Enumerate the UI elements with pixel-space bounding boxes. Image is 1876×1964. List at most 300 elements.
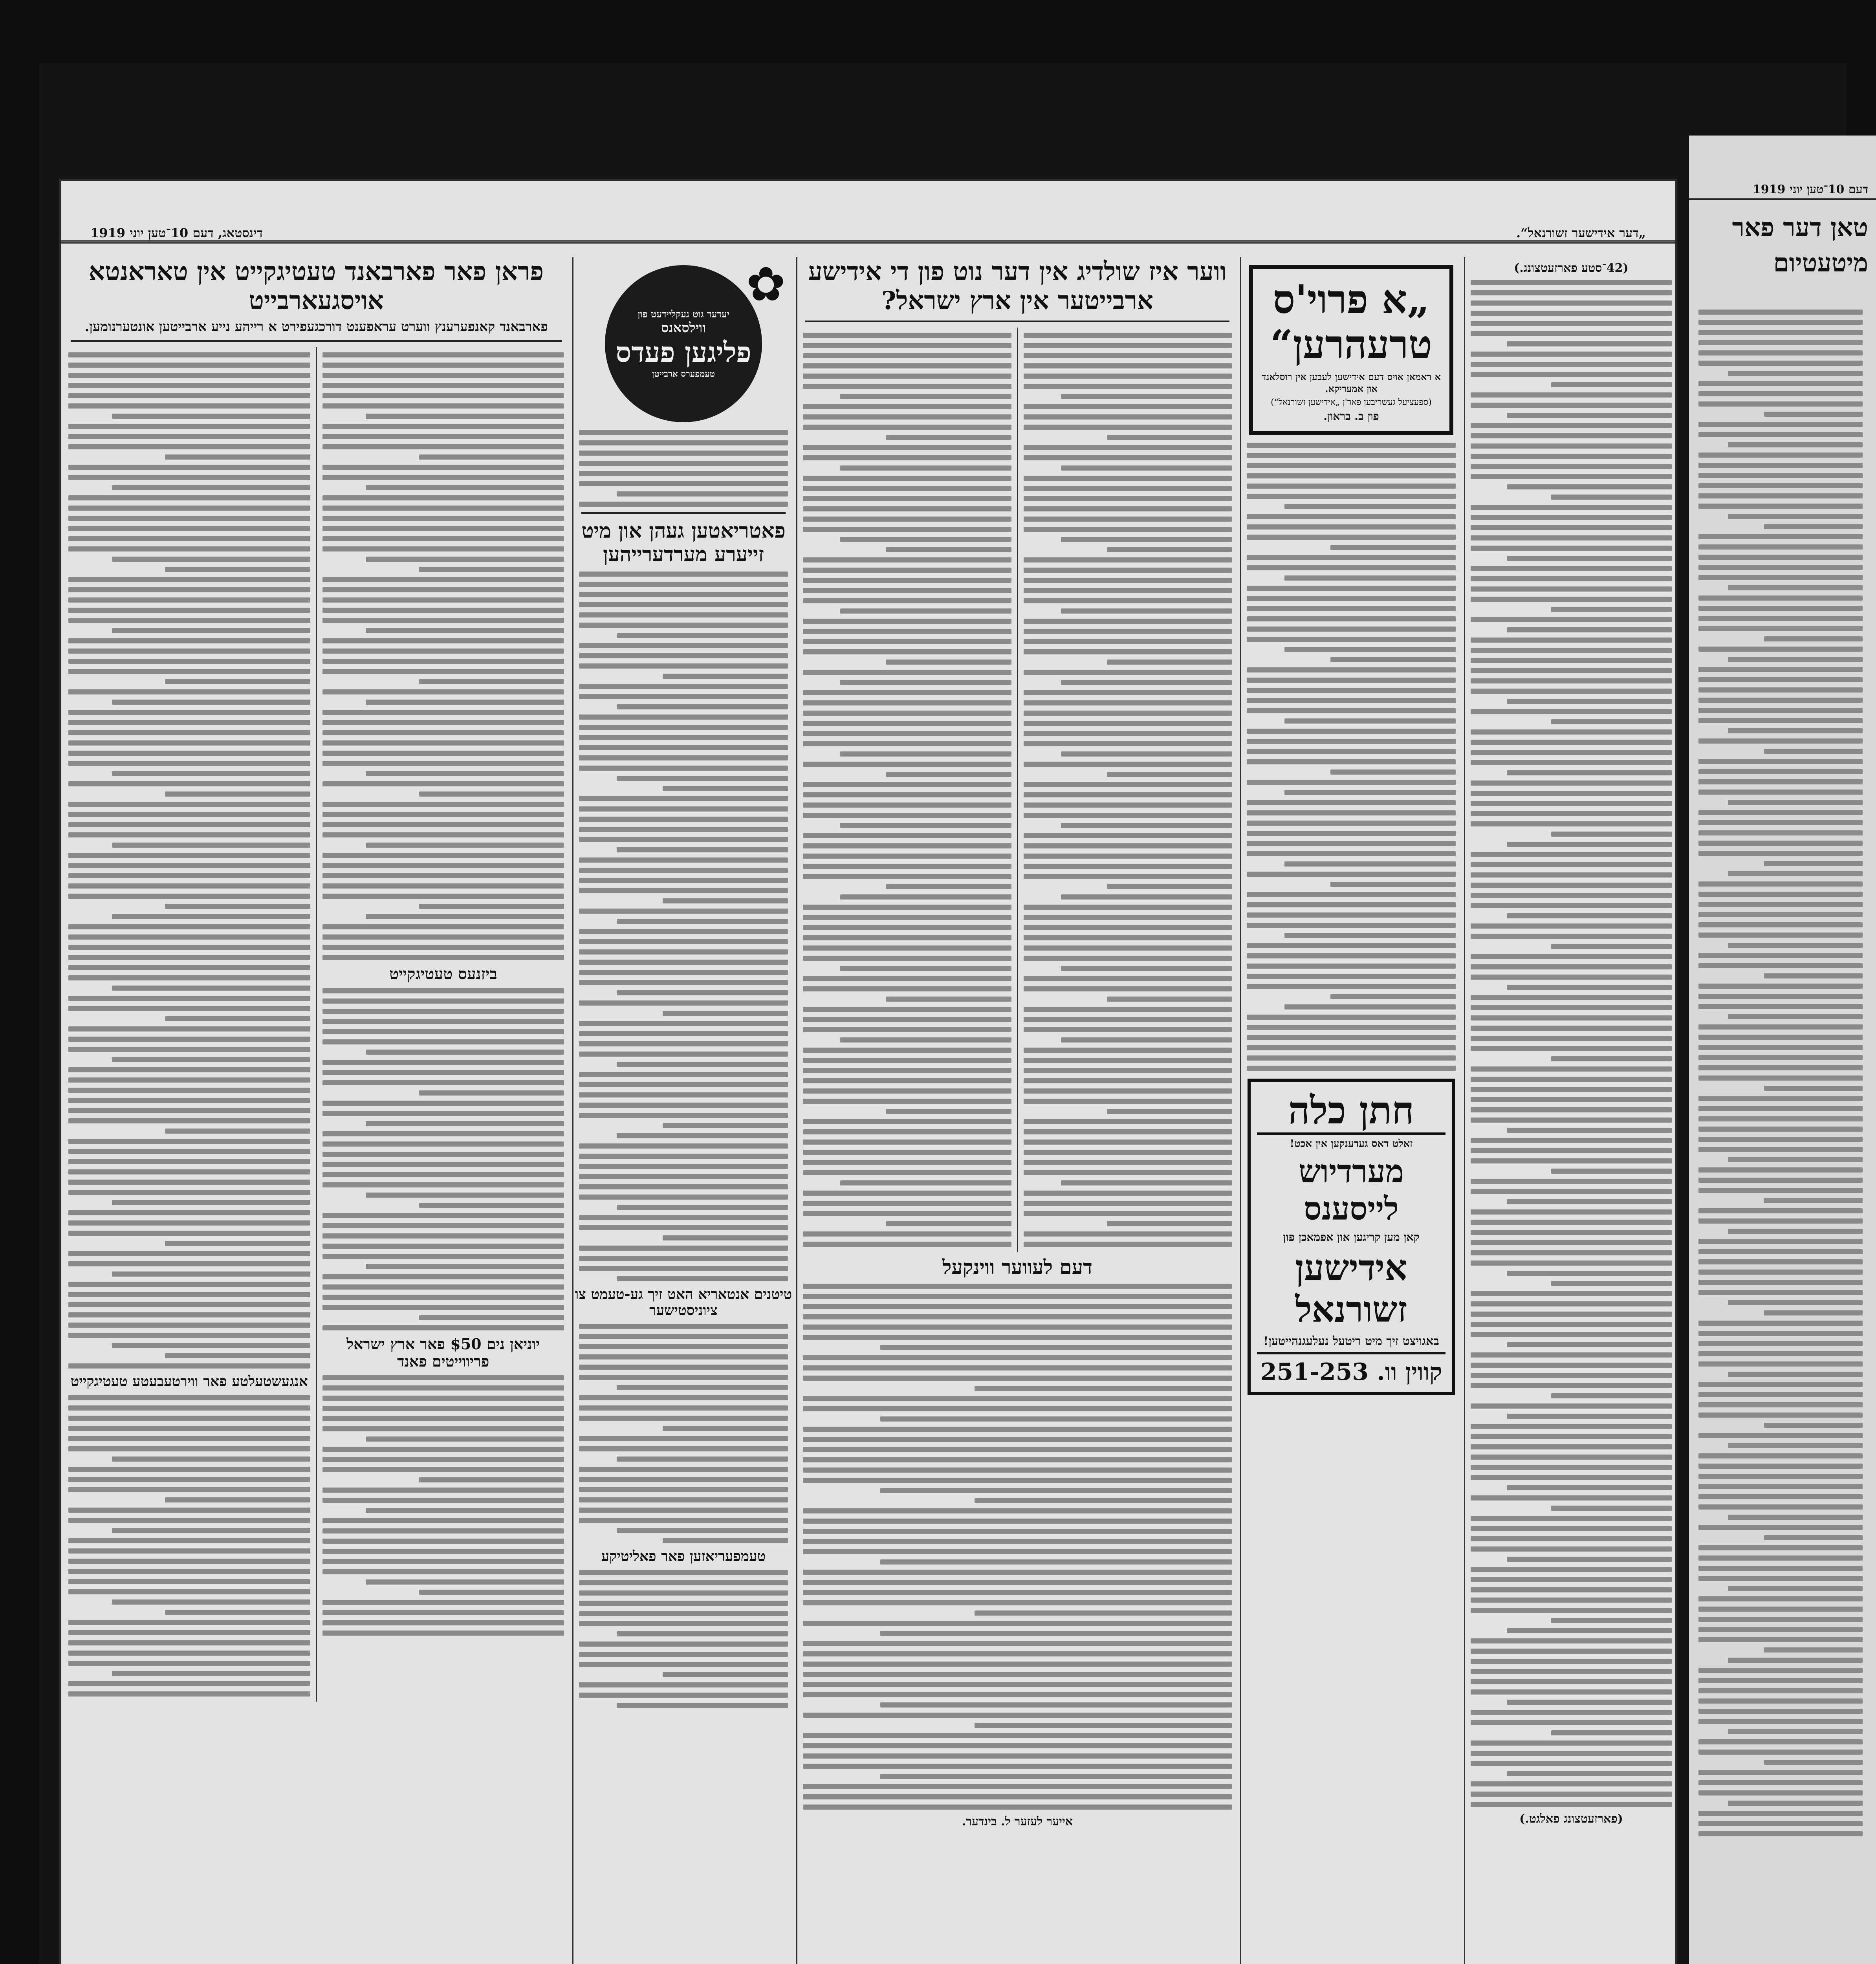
text-line <box>1024 731 1232 736</box>
text-line <box>803 945 1011 951</box>
text-line <box>579 1354 788 1359</box>
text-line <box>1247 892 1456 897</box>
text-line <box>579 1395 788 1400</box>
text-line <box>1698 1494 1863 1499</box>
text-line <box>803 1784 1232 1789</box>
text-line <box>1107 1109 1232 1114</box>
text-line <box>1698 340 1863 345</box>
text-line <box>1471 648 1672 653</box>
text-line <box>803 782 1011 787</box>
text-line <box>1698 1270 1863 1275</box>
text-line <box>68 1108 310 1113</box>
text-line <box>322 781 564 786</box>
text-line <box>68 608 310 613</box>
text-line <box>1061 966 1232 971</box>
text-line <box>1698 361 1863 366</box>
text-line <box>803 1468 1232 1473</box>
text-line <box>1764 1310 1863 1315</box>
text-line <box>1471 995 1672 1000</box>
text-line <box>840 680 1011 685</box>
text-line <box>579 909 788 914</box>
text-line <box>322 955 564 960</box>
text-line <box>322 1274 564 1279</box>
text-line <box>579 1477 788 1482</box>
text-line <box>1698 881 1863 887</box>
ad-mid: קאן מען קריגען און אפמאכן פון <box>1283 1231 1420 1244</box>
text-line <box>803 670 1011 675</box>
text-line <box>1284 504 1456 509</box>
fund-text <box>317 1375 570 1636</box>
text-line <box>1471 1312 1672 1317</box>
text-line <box>68 822 310 827</box>
text-line <box>1471 372 1672 377</box>
text-line <box>1698 534 1863 539</box>
text-line <box>803 1335 1232 1340</box>
text-line <box>1507 842 1672 847</box>
text-line <box>1024 1211 1232 1216</box>
text-line <box>1471 893 1672 898</box>
text-line <box>68 1651 310 1656</box>
text-line <box>1698 830 1863 835</box>
text-line <box>1471 1209 1672 1215</box>
text-line <box>68 434 310 439</box>
text-line <box>1698 738 1863 744</box>
text-line <box>579 612 788 617</box>
text-line <box>322 1039 564 1044</box>
union-subhead: פארבאנד קאנפערענץ ווערט עראפענט דורכגעפירט א רייהע נייע ארבייטען אונטערנומען. <box>84 319 548 335</box>
text-line <box>803 404 1011 409</box>
text-line <box>68 1416 310 1421</box>
text-line <box>1024 802 1232 808</box>
text-line <box>322 516 564 521</box>
text-line <box>68 465 310 470</box>
text-line <box>803 374 1011 379</box>
text-line <box>322 812 564 817</box>
text-line <box>1728 1443 1863 1448</box>
text-line <box>1507 413 1672 418</box>
text-line <box>803 568 1011 573</box>
text-line <box>322 1141 564 1147</box>
text-line <box>1471 954 1672 959</box>
text-line <box>579 1375 788 1380</box>
text-line <box>165 904 310 909</box>
text-line <box>366 1050 564 1055</box>
text-line <box>1698 1576 1863 1581</box>
text-line <box>1471 1026 1672 1031</box>
text-line <box>68 1118 310 1123</box>
text-line <box>68 1159 310 1164</box>
text-line <box>1024 404 1232 409</box>
text-line <box>1471 750 1672 755</box>
text-line <box>579 663 788 669</box>
text-line <box>68 1026 310 1031</box>
text-line <box>1728 871 1863 876</box>
text-line <box>1698 330 1863 335</box>
text-line <box>1551 944 1672 949</box>
text-line <box>68 352 310 357</box>
text-line <box>1247 943 1456 948</box>
text-line <box>1247 555 1456 560</box>
text-line <box>579 888 788 893</box>
text-line <box>579 929 788 934</box>
text-line <box>1471 1546 1672 1552</box>
text-line <box>1764 1535 1863 1540</box>
text-line <box>579 745 788 750</box>
text-line <box>1728 1229 1863 1234</box>
text-line <box>617 1703 788 1708</box>
text-line <box>322 536 564 541</box>
text-line <box>1247 902 1456 907</box>
text-line <box>579 1021 788 1026</box>
text-line <box>1698 1433 1863 1438</box>
text-line <box>322 546 564 551</box>
text-line <box>1247 800 1456 805</box>
text-line <box>579 1052 788 1057</box>
text-line <box>803 976 1011 981</box>
text-line <box>1698 1178 1863 1183</box>
politics-text <box>573 1570 793 1708</box>
text-line <box>579 1103 788 1108</box>
text-line <box>1247 729 1456 734</box>
text-line <box>1471 1781 1672 1786</box>
text-line <box>1024 557 1232 562</box>
text-line <box>68 924 310 929</box>
text-line <box>1551 1618 1672 1623</box>
text-line <box>1698 1331 1863 1336</box>
text-line <box>1764 1647 1863 1653</box>
text-line <box>1471 464 1672 469</box>
text-line <box>803 1160 1011 1165</box>
text-line <box>1471 1516 1672 1521</box>
text-line <box>68 1426 310 1431</box>
text-line <box>1471 1250 1672 1255</box>
text-line <box>1247 1015 1456 1020</box>
novel-author: פון ב. בראון. <box>1323 410 1379 423</box>
text-line <box>1698 1821 1863 1826</box>
text-line <box>803 1304 1232 1309</box>
text-line <box>322 1600 564 1605</box>
text-line <box>803 1641 1232 1646</box>
text-line <box>579 1580 788 1585</box>
text-line <box>1471 801 1672 806</box>
text-line <box>803 1242 1011 1247</box>
text-line <box>1698 922 1863 927</box>
text-line <box>803 506 1011 511</box>
text-line <box>803 1539 1232 1544</box>
text-line <box>617 919 788 924</box>
text-line <box>68 710 310 715</box>
text-line <box>68 740 310 746</box>
adjacent-headline-1: טאן דער פאר <box>1732 213 1868 242</box>
text-line <box>1247 678 1456 683</box>
text-line <box>1728 728 1863 733</box>
serial-text <box>1465 280 1677 1807</box>
text-line <box>1471 964 1672 969</box>
text-line <box>617 990 788 995</box>
text-line <box>803 1099 1011 1104</box>
text-line <box>803 629 1011 634</box>
text-line <box>579 1324 788 1329</box>
text-line <box>112 986 310 991</box>
text-line <box>112 700 310 705</box>
text-line <box>68 863 310 868</box>
text-line <box>1698 1780 1863 1785</box>
text-line <box>579 960 788 965</box>
text-line <box>322 403 564 409</box>
text-line <box>579 1143 788 1149</box>
text-line <box>1024 629 1232 634</box>
text-line <box>1471 352 1672 357</box>
text-line <box>840 1037 1011 1042</box>
text-line <box>803 935 1011 940</box>
text-line <box>1471 1761 1672 1766</box>
text-line <box>322 465 564 470</box>
text-line <box>1698 759 1863 764</box>
text-line <box>579 1436 788 1441</box>
text-line <box>68 638 310 643</box>
text-line <box>1471 443 1672 449</box>
text-line <box>68 975 310 980</box>
text-line <box>579 1072 788 1077</box>
text-line <box>112 1671 310 1676</box>
text-line <box>803 1447 1232 1452</box>
text-line <box>1698 820 1863 825</box>
text-line <box>579 1497 788 1502</box>
text-line <box>1698 1484 1863 1489</box>
text-line <box>579 980 788 985</box>
text-line <box>1284 718 1456 724</box>
text-line <box>1507 1700 1672 1705</box>
text-line <box>803 333 1011 338</box>
text-line <box>68 730 310 735</box>
text-line <box>1330 657 1456 662</box>
text-line <box>1471 1536 1672 1541</box>
text-line <box>803 1508 1232 1513</box>
text-line <box>322 1101 564 1106</box>
text-line <box>68 1190 310 1195</box>
text-line <box>1024 976 1232 981</box>
paper-name: „דער אידישער זשורנאל“. <box>1516 225 1646 240</box>
text-line <box>803 864 1011 869</box>
text-line <box>1698 1566 1863 1571</box>
text-line <box>1471 923 1672 929</box>
text-line <box>322 393 564 398</box>
text-line <box>1247 780 1456 785</box>
text-line <box>322 1457 564 1462</box>
text-line <box>1507 985 1672 990</box>
text-line <box>803 731 1011 736</box>
text-line <box>1698 1709 1863 1714</box>
text-line <box>579 1215 788 1220</box>
text-line <box>322 638 564 643</box>
text-line <box>1728 514 1863 519</box>
text-line <box>1247 821 1456 826</box>
text-line <box>663 1011 788 1016</box>
text-line <box>1698 1719 1863 1724</box>
text-line <box>579 1611 788 1616</box>
text-line <box>165 679 310 684</box>
text-line <box>840 894 1011 900</box>
text-line <box>1247 514 1456 519</box>
text-line <box>1764 1086 1863 1091</box>
text-line <box>68 659 310 664</box>
text-line <box>1247 606 1456 611</box>
text-line <box>1507 1557 1672 1562</box>
text-line <box>165 1016 310 1021</box>
text-line <box>1024 1242 1232 1247</box>
headline-ontario: טיטנים אנטאריא האט זיך גע-טעמט צו ציוניסטישער <box>575 1286 792 1319</box>
text-line <box>1471 1669 1672 1674</box>
text-line <box>1764 524 1863 529</box>
union-col-right <box>317 347 570 1701</box>
text-line <box>68 1292 310 1297</box>
text-line <box>1471 1352 1672 1358</box>
text-line <box>1471 1465 1672 1470</box>
text-line <box>803 1017 1011 1022</box>
text-line <box>322 883 564 889</box>
text-line <box>1764 861 1863 866</box>
text-line <box>68 1538 310 1543</box>
text-line <box>366 771 564 776</box>
text-line <box>803 1325 1232 1330</box>
column-patriots <box>572 257 793 1964</box>
text-line <box>1764 749 1863 754</box>
text-line <box>1247 984 1456 989</box>
text-line <box>1728 657 1863 662</box>
text-line <box>1698 1167 1863 1173</box>
text-line <box>803 1119 1011 1124</box>
text-line <box>803 363 1011 368</box>
text-line <box>322 945 564 950</box>
text-line <box>1471 1587 1672 1592</box>
text-line <box>68 383 310 388</box>
text-line <box>68 1405 310 1411</box>
text-line <box>1471 331 1672 336</box>
text-line <box>68 577 310 582</box>
text-line <box>880 1488 1232 1493</box>
text-line <box>322 1426 564 1431</box>
text-line <box>803 557 1011 562</box>
text-line <box>663 674 788 679</box>
text-line <box>803 1191 1011 1196</box>
text-line <box>1247 586 1456 591</box>
text-line <box>579 602 788 607</box>
seal-bottom: טעמפערס ארבייטן <box>652 369 715 379</box>
text-line <box>112 1200 310 1205</box>
text-line <box>1551 719 1672 724</box>
date-line: דינסטאג, דעם 10־טען יוני 1919 <box>90 225 263 240</box>
text-line <box>1551 1281 1672 1286</box>
text-line <box>1471 883 1672 888</box>
text-line <box>1024 425 1232 430</box>
patriots-intro-text <box>573 430 793 507</box>
text-line <box>803 854 1011 859</box>
text-line <box>1284 575 1456 581</box>
text-line <box>1024 762 1232 767</box>
text-line <box>617 847 788 852</box>
text-line <box>112 1057 310 1062</box>
text-line <box>1471 362 1672 367</box>
text-line <box>419 567 564 572</box>
text-line <box>68 1098 310 1103</box>
text-line <box>803 1140 1011 1145</box>
text-line <box>165 1241 310 1246</box>
text-line <box>1024 1201 1232 1206</box>
text-line <box>1471 975 1672 980</box>
text-line <box>68 1661 310 1666</box>
text-line <box>803 578 1011 583</box>
text-line <box>803 588 1011 593</box>
text-line <box>1698 473 1863 478</box>
workers-text-a <box>1018 328 1238 1252</box>
text-line <box>1698 841 1863 846</box>
text-line <box>579 481 788 486</box>
ad-phone: קווין וו. 251-253 <box>1257 1352 1445 1386</box>
text-line <box>803 639 1011 644</box>
text-line <box>1551 607 1672 612</box>
text-line <box>579 451 788 456</box>
text-line <box>322 730 564 735</box>
text-line <box>1551 382 1672 387</box>
text-line <box>579 643 788 648</box>
text-line <box>68 802 310 807</box>
text-line <box>322 363 564 368</box>
text-line <box>165 454 310 460</box>
text-line <box>1698 1239 1863 1244</box>
text-line <box>1471 709 1672 714</box>
text-line <box>803 517 1011 522</box>
text-line <box>322 1528 564 1533</box>
text-line <box>1024 1007 1232 1012</box>
text-line <box>803 414 1011 420</box>
text-line <box>579 827 788 832</box>
text-line <box>579 1174 788 1179</box>
text-line <box>1698 994 1863 999</box>
text-line <box>1698 575 1863 580</box>
newspaper-page <box>59 179 1677 1964</box>
text-line <box>1247 494 1456 499</box>
text-line <box>68 1323 310 1328</box>
text-line <box>322 689 564 694</box>
wilsons-seal <box>605 265 762 422</box>
text-line <box>112 485 310 490</box>
text-line <box>803 1733 1232 1738</box>
text-line <box>579 653 788 658</box>
text-line <box>1284 861 1456 867</box>
text-line <box>1471 423 1672 428</box>
text-line <box>803 1794 1232 1799</box>
text-line <box>886 884 1011 889</box>
text-line <box>1551 1056 1672 1061</box>
text-line <box>1698 718 1863 723</box>
novel-title: „א פרוי'ס טרעהרען“ <box>1270 276 1433 368</box>
text-line <box>803 986 1011 991</box>
text-line <box>366 557 564 562</box>
text-line <box>579 1256 788 1261</box>
text-line <box>322 352 564 357</box>
divider <box>805 321 1229 322</box>
text-line <box>803 1427 1232 1432</box>
text-line <box>68 883 310 889</box>
text-line <box>68 506 310 511</box>
text-line <box>1698 1147 1863 1152</box>
text-line <box>579 1266 788 1271</box>
text-line <box>68 536 310 541</box>
text-line <box>579 440 788 445</box>
text-line <box>1471 1373 1672 1378</box>
text-line <box>1698 1382 1863 1387</box>
divider <box>71 340 562 342</box>
